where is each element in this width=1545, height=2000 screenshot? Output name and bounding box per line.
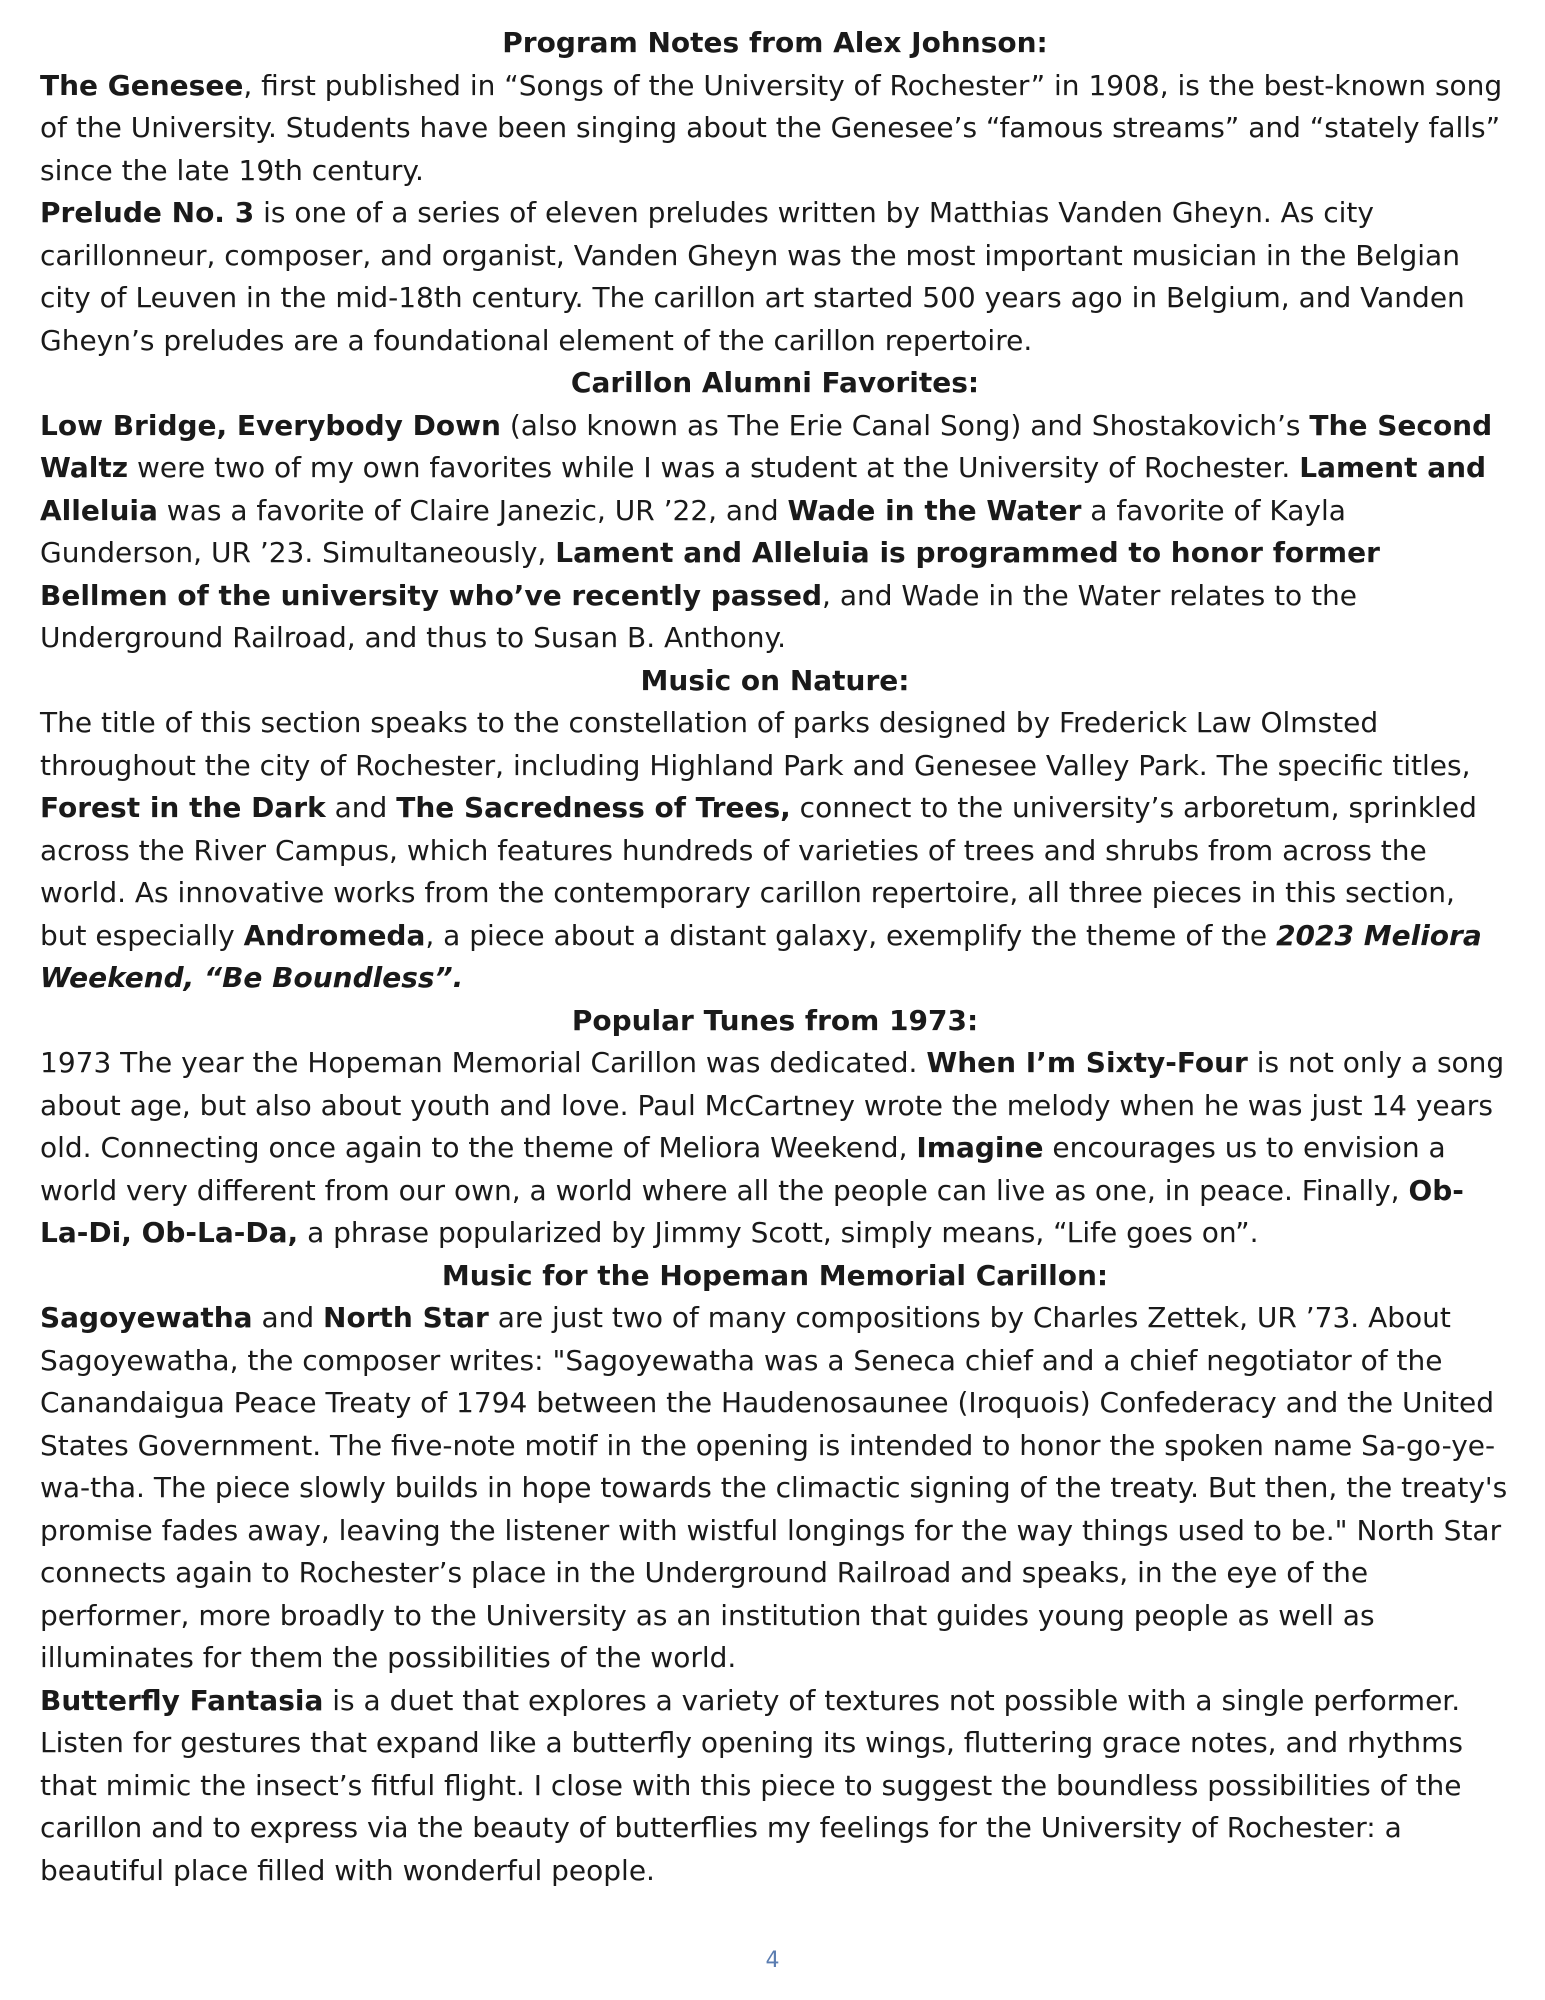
bold-title-text: The Sacredness of Trees, bbox=[396, 791, 791, 824]
body-text: is one of a series of eleven preludes written by Matthias Vanden Gheyn. As city carillonneur, composer, and organist, Vanden Gheyn was the most important musician in the Belgian city of Leuven in the mid-18th century. The carillon art started 500 years ago in Belgium, and Vanden Gheyn’s preludes are a foundational element of the carillon repertoire. bbox=[40, 196, 1465, 357]
bold-title-text: The Second Waltz bbox=[40, 408, 1493, 484]
section-heading: Program Notes from Alex Johnson: bbox=[502, 26, 1048, 59]
body-text: a favorite of Kayla Gunderson, UR ’23. Simultaneously, bbox=[40, 493, 1346, 569]
bold-title-text: Wade in the Water bbox=[787, 493, 1082, 527]
body-text: and bbox=[325, 791, 397, 824]
bold-title-text: Butterfly Fantasia bbox=[40, 1683, 324, 1717]
section-heading: Music on Nature: bbox=[640, 663, 910, 697]
section-heading: Popular Tunes from 1973: bbox=[571, 1003, 979, 1037]
body-text: were two of my own favorites while I was a student at the University of Rochester. bbox=[128, 451, 1300, 484]
bold-title-text: Forest in the Dark bbox=[40, 791, 326, 824]
bold-title-text: When I’m Sixty-Four bbox=[926, 1046, 1248, 1079]
page-number: 4 bbox=[765, 1948, 780, 1973]
body-text: , and Wade in the Water relates to the Underground Railroad, and thus to Susan B. Anthony. bbox=[40, 578, 1358, 654]
bold-title-text: 2023 Meliora Weekend, “Be Boundless”. bbox=[40, 918, 1482, 994]
paragraph bbox=[40, 1297, 1510, 1680]
body-text: was a favorite of Claire Janezic, UR ’22, and bbox=[157, 493, 788, 527]
body-text: and bbox=[252, 1301, 324, 1334]
section-heading: Carillon Alumni Favorites: bbox=[570, 366, 980, 399]
body-text: , first published in “Songs of the University of Rochester” in 1908, is the best-known song of the University. Students have been singing about the Genesee’s “famous streams” and “stately falls” since the late 19th century. bbox=[40, 68, 1503, 187]
bold-title-text: North Star bbox=[323, 1301, 489, 1334]
body-text: (also known as The Erie Canal Song) and Shostakovich’s bbox=[500, 408, 1310, 442]
bold-title-text: The Genesee bbox=[40, 68, 244, 102]
bold-title-text: Prelude No. 3 bbox=[40, 196, 255, 229]
section-heading: Music for the Hopeman Memorial Carillon: bbox=[441, 1258, 1109, 1292]
paragraph bbox=[40, 405, 1510, 660]
paragraph bbox=[40, 702, 1510, 1000]
body-text: is not only a song about age, but also about youth and love. Paul McCartney wrote the melody when he was just 14 years old. Connecting once again to the theme of Meliora Weekend, bbox=[40, 1046, 1505, 1164]
paragraph bbox=[40, 1042, 1510, 1255]
paragraph bbox=[40, 192, 1510, 362]
bold-title-text: Sagoyewatha bbox=[40, 1301, 253, 1334]
bold-title-text: Low Bridge, Everybody Down bbox=[40, 408, 501, 442]
program-notes-page bbox=[40, 22, 1510, 1892]
body-text: encourages us to envision a world very different from our own, a world where all the people can live as one, in peace. Finally, bbox=[40, 1131, 1446, 1207]
body-text: 1973 The year the Hopeman Memorial Carillon was dedicated. bbox=[40, 1046, 927, 1079]
bold-title-text: Imagine bbox=[916, 1131, 1044, 1164]
paragraph bbox=[40, 1680, 1510, 1893]
paragraph bbox=[40, 65, 1510, 193]
body-text: The title of this section speaks to the constellation of parks designed by Frederick Law Olmsted throughout the city of Rochester, including Highland Park and Genesee Valley Park. The specific titles, bbox=[40, 706, 1471, 782]
body-text: is a duet that explores a variety of textures not possible with a single performer. Listen for gestures that expand like a butterfly opening its wings, fluttering grace notes, and rhythms that mimic the insect’s fitful flight. I close with this piece to suggest the boundless possibilities of the carillon and to express via the beauty of butterflies my feelings for the University of Rochester: a beautiful place filled with wonderful people. bbox=[40, 1683, 1463, 1887]
bold-title-text: Lament and Alleluia bbox=[40, 451, 1487, 527]
body-text: , a piece about a distant galaxy, exemplify the theme of the bbox=[425, 918, 1277, 952]
bold-title-text: Lament and Alleluia is programmed to honor former Bellmen of the university who’ve recently passed bbox=[40, 536, 1380, 612]
body-text: a phrase popularized by Jimmy Scott, simply means, “Life goes on”. bbox=[298, 1216, 1259, 1249]
bold-title-text: Ob-La-Di, Ob-La-Da, bbox=[40, 1173, 1464, 1249]
body-text: are just two of many compositions by Charles Zettek, UR ’73. About Sagoyewatha, the composer writes: "Sagoyewatha was a Seneca chief and a chief negotiator of the Canandaigua Peace Treaty of 1794 between the Haudenosaunee (Iroquois) Confederacy and the United States Government. The five-note motif in the opening is intended to honor the spoken name Sa-go-ye-wa-tha. The piece slowly builds in hope towards the climactic signing of the treaty. But then, the treaty's promise fades away, leaving the listener with wistful longings for the way things used to be." North Star connects again to Rochester’s place in the Underground Railroad and speaks, in the eye of the performer, more broadly to the University as an institution that guides young people as well as illuminates for them the possibilities of the world. bbox=[40, 1301, 1508, 1674]
bold-title-text: Andromeda bbox=[243, 918, 426, 952]
body-text: connect to the university’s arboretum, sprinkled across the River Campus, which features hundreds of varieties of trees and shrubs from across the world. As innovative works from the contemporary carillon repertoire, all three pieces in this section, but especially bbox=[40, 791, 1477, 952]
